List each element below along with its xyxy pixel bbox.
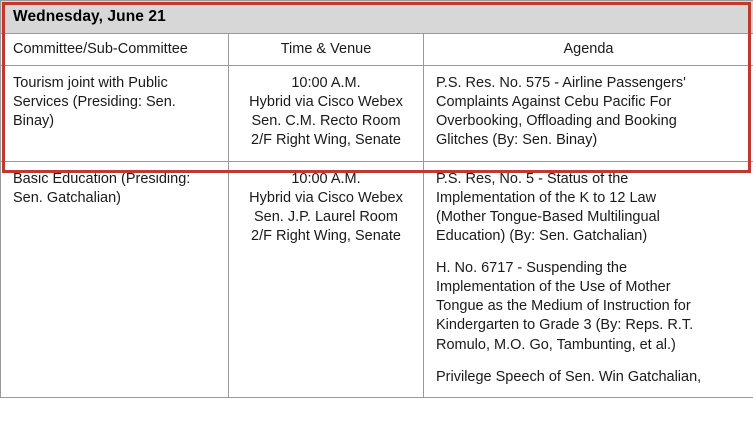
column-header-time-venue: Time & Venue [229,34,424,66]
agenda-line: Privilege Speech of Sen. Win Gatchalian, [436,368,702,385]
agenda-item [436,368,743,387]
committee-cell [1,161,229,397]
committee-line: Sen. Gatchalian) [13,189,122,206]
agenda-line: (Mother Tongue-Based Multilingual [436,208,660,225]
agenda-cell [424,66,753,162]
agenda-line: Implementation of the K to 12 Law [436,189,657,206]
committee-line: Binay) [13,113,55,130]
column-header-row [1,34,753,66]
agenda-item [436,259,743,355]
agenda-line: Implementation of the Use of Mother [436,279,671,296]
committee-line: Tourism joint with Public [13,75,168,91]
agenda-line: Education) (By: Sen. Gatchalian) [436,227,648,244]
time-venue-line: 10:00 A.M. [291,75,361,91]
agenda-cell [424,161,753,397]
agenda-line: Romulo, M.O. Go, Tambunting, et al.) [436,336,676,353]
time-venue-line: Sen. J.P. Laurel Room [253,208,398,225]
committee-line: Basic Education (Presiding: [13,170,191,187]
agenda-line: H. No. 6717 - Suspending the [436,260,628,276]
agenda-line: Complaints Against Cebu Pacific For [436,94,672,111]
agenda-line: Overbooking, Offloading and Booking [436,113,677,130]
column-header-committee: Committee/Sub-Committee [1,34,229,66]
agenda-line: Tongue as the Medium of Instruction for [436,298,691,315]
table-row [1,66,753,162]
agenda-line: Glitches (By: Sen. Binay) [436,132,598,149]
time-venue-line: 2/F Right Wing, Senate [251,132,401,149]
time-venue-line: Hybrid via Cisco Webex [249,189,403,206]
agenda-line: P.S. Res, No. 5 - Status of the [436,170,629,187]
time-venue-line: Hybrid via Cisco Webex [249,94,403,111]
time-venue-line: 2/F Right Wing, Senate [251,227,401,244]
agenda-item [436,170,743,247]
column-header-agenda: Agenda [424,34,753,66]
agenda-line: Kindergarten to Grade 3 (By: Reps. R.T. [436,317,694,334]
time-venue-line: Sen. C.M. Recto Room [251,113,401,130]
time-venue-line: 10:00 A.M. [291,170,361,187]
committee-cell [1,66,229,162]
time-venue-cell [229,66,424,162]
table-row [1,161,753,397]
agenda-line: P.S. Res. No. 575 - Airline Passengers' [436,75,686,91]
agenda-item [436,74,743,151]
date-header: Wednesday, June 21 [1,1,753,34]
time-venue-cell [229,161,424,397]
committee-line: Services (Presiding: Sen. [13,94,176,111]
date-header-row [1,1,753,34]
